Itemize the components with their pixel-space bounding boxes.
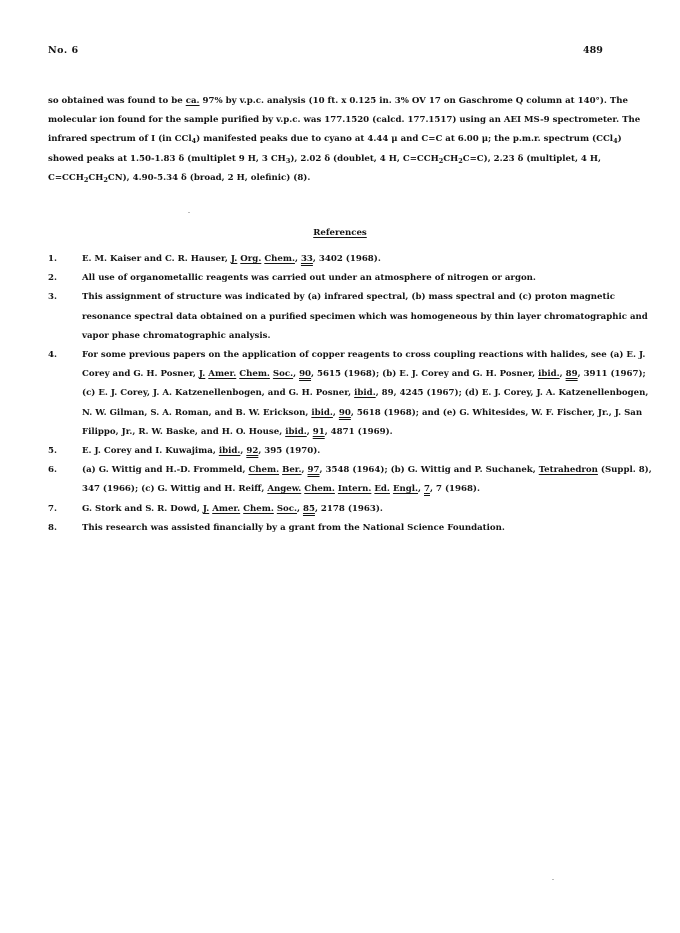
journal-abbrev: Chem. <box>264 254 295 264</box>
volume-number: 97 <box>307 465 320 476</box>
text-run: , <box>296 503 303 514</box>
reference-item-7 <box>48 500 653 519</box>
text-run: G. Stork and S. R. Dowd, <box>82 503 203 514</box>
text-run: , <box>559 369 566 380</box>
text-run: , <box>306 426 313 437</box>
volume-number: 90 <box>299 369 312 380</box>
reference-number: 3. <box>48 292 57 303</box>
scan-speck <box>552 879 554 880</box>
reference-number: 8. <box>48 522 57 533</box>
journal-abbrev: Org. <box>240 254 262 264</box>
text-run: (a) G. Wittig and H.-D. Frommeld, <box>82 465 249 476</box>
text-run: , 395 (1970). <box>258 446 321 457</box>
text-run: (Suppl. 8), 347 (1966); (c) G. Wittig and H. Reiff, <box>82 465 652 495</box>
text-run: , <box>240 446 247 457</box>
reference-item-8 <box>48 519 653 538</box>
text-run: , 5615 (1968); (b) E. J. Corey and G. H. Posner, <box>311 369 539 380</box>
volume-number: 33 <box>300 254 313 264</box>
text-run: All use of organometallic reagents was carried out under an atmosphere of nitrogen or argon. <box>82 273 536 284</box>
journal-name: Tetrahedron <box>538 465 598 476</box>
journal-abbrev: Chem. <box>239 369 270 380</box>
ibid-abbrev: ibid. <box>285 426 307 437</box>
ibid-abbrev: ibid. <box>311 407 333 418</box>
text-run: For some previous papers on the application of copper reagents to cross coupling reactions with halides, see (a) E. J. Corey and G. H. Posner, <box>82 350 646 380</box>
text-run: CN), 4.90-5.34 δ (broad, 2 H, olefinic) (8). <box>107 172 311 183</box>
text-run: , 4871 (1969). <box>324 426 393 437</box>
text-run: C=C), 2.23 δ (multiplet, 4 H, C=CCH <box>48 153 602 183</box>
text-run: , 3402 (1968). <box>312 254 381 264</box>
volume-number: 92 <box>246 446 259 457</box>
journal-abbrev: J. <box>230 254 238 264</box>
text-run: This research was assisted financially by a grant from the National Science Foundation. <box>82 522 505 533</box>
journal-abbrev: Amer. <box>208 369 237 380</box>
text-run: This assignment of structure was indicated by (a) infrared spectral, (b) mass spectral and (c) proton magnetic resonance spectral data obtained on a purified specimen which was homogeneous by thin layer chromatographic and vapor phase chromatographic analysis. <box>82 292 648 341</box>
text-run: , <box>301 465 308 476</box>
journal-issue-number: No. 6 <box>48 45 79 56</box>
journal-abbrev: J. <box>198 369 206 380</box>
reference-number: 4. <box>48 350 57 361</box>
text-run: ), 2.02 δ (doublet, 4 H, C=CCH <box>290 153 439 164</box>
text-run: E. M. Kaiser and C. R. Hauser, <box>82 254 231 264</box>
reference-number: 2. <box>48 273 57 284</box>
volume-number: 91 <box>312 426 325 437</box>
subscript: 3 <box>285 156 291 165</box>
page-number: 489 <box>583 45 603 56</box>
reference-list <box>48 250 653 538</box>
text-run: , <box>294 254 301 264</box>
text-run: , 2178 (1963). <box>314 503 383 514</box>
text-run: CH <box>88 172 104 183</box>
subscript: 4 <box>191 137 197 146</box>
text-run: , 3548 (1964); (b) G. Wittig and P. Suchanek, <box>319 465 539 476</box>
reference-number: 5. <box>48 446 57 457</box>
references-heading <box>0 228 680 238</box>
ibid-abbrev: ibid. <box>354 388 376 399</box>
text-run: ) showed peaks at 1.50-1.83 δ (multiplet 9 H, 3 CH <box>48 134 622 164</box>
text-run: CH <box>443 153 459 164</box>
journal-abbrev: Angew. <box>267 484 302 495</box>
journal-abbrev: Chem. <box>248 465 280 476</box>
ibid-abbrev: ibid. <box>218 446 241 457</box>
text-run: , 5618 (1968); and (e) G. Whitesides, W. F. Fischer, Jr., J. San Filippo, Jr., R. W. Baske, and H. O. House, <box>82 407 643 437</box>
text-run: , <box>332 407 339 418</box>
journal-abbrev: Ed. <box>374 484 390 495</box>
journal-abbrev: Intern. <box>337 484 372 495</box>
subscript: 4 <box>613 137 618 146</box>
text-run: E. J. Corey and I. Kuwajima, <box>82 446 219 457</box>
references-heading-text: References <box>313 228 367 238</box>
text-run: 97% by v.p.c. analysis (10 ft. x 0.125 in. 3% OV 17 on Gaschrome Q column at 140°). The molecular ion found for the sample purified by v.p.c. was 177.1520 (calcd. 177.1517) using an AEI MS-9 spectrometer. The infrared spectrum of I (in CCl <box>48 96 641 145</box>
reference-item-1 <box>48 250 653 269</box>
subscript: 2 <box>103 175 108 184</box>
scan-speck <box>188 212 190 213</box>
text-run: ) manifested peaks due to cyano at 4.44 μ and C=C at 6.00 μ; the p.m.r. spectrum (CCl <box>196 134 614 145</box>
subscript: 2 <box>458 156 463 165</box>
volume-number: 90 <box>338 407 351 418</box>
text-run: , <box>293 369 300 380</box>
journal-abbrev: Amer. <box>212 503 241 514</box>
reference-item-4 <box>48 346 653 442</box>
volume-number: 89 <box>565 369 578 380</box>
reference-item-2 <box>48 269 653 288</box>
reference-number: 7. <box>48 503 57 514</box>
subscript: 2 <box>83 175 89 184</box>
journal-abbrev: Chem. <box>304 484 335 495</box>
text-run: so obtained was found to be <box>48 96 186 106</box>
text-run: , 7 (1968). <box>429 484 480 495</box>
journal-abbrev: J. <box>202 503 210 514</box>
ibid-abbrev: ibid. <box>538 369 560 380</box>
text-run: , 3911 (1967); (c) E. J. Corey, J. A. Katzenellenbogen, and G. H. Posner, <box>82 369 646 399</box>
reference-item-6 <box>48 461 653 499</box>
volume-number: 7 <box>424 484 430 495</box>
volume-number: 85 <box>302 503 315 514</box>
reference-number: 6. <box>48 465 57 476</box>
journal-abbrev: Soc. <box>276 503 297 514</box>
underlined-abbrev: ca. <box>185 96 200 106</box>
text-run: , <box>418 484 424 495</box>
subscript: 2 <box>438 156 444 165</box>
journal-abbrev: Chem. <box>243 503 274 514</box>
reference-number: 1. <box>48 254 57 264</box>
journal-abbrev: Soc. <box>272 369 294 380</box>
body-paragraph <box>48 92 648 188</box>
reference-item-5 <box>48 442 653 461</box>
reference-item-3 <box>48 288 653 346</box>
text-run: , 89, 4245 (1967); (d) E. J. Corey, J. A. Katzenellenbogen, N. W. Gilman, S. A. Roman, and B. W. Erickson, <box>82 388 649 418</box>
journal-abbrev: Engl. <box>392 484 419 495</box>
journal-abbrev: Ber. <box>282 465 302 476</box>
